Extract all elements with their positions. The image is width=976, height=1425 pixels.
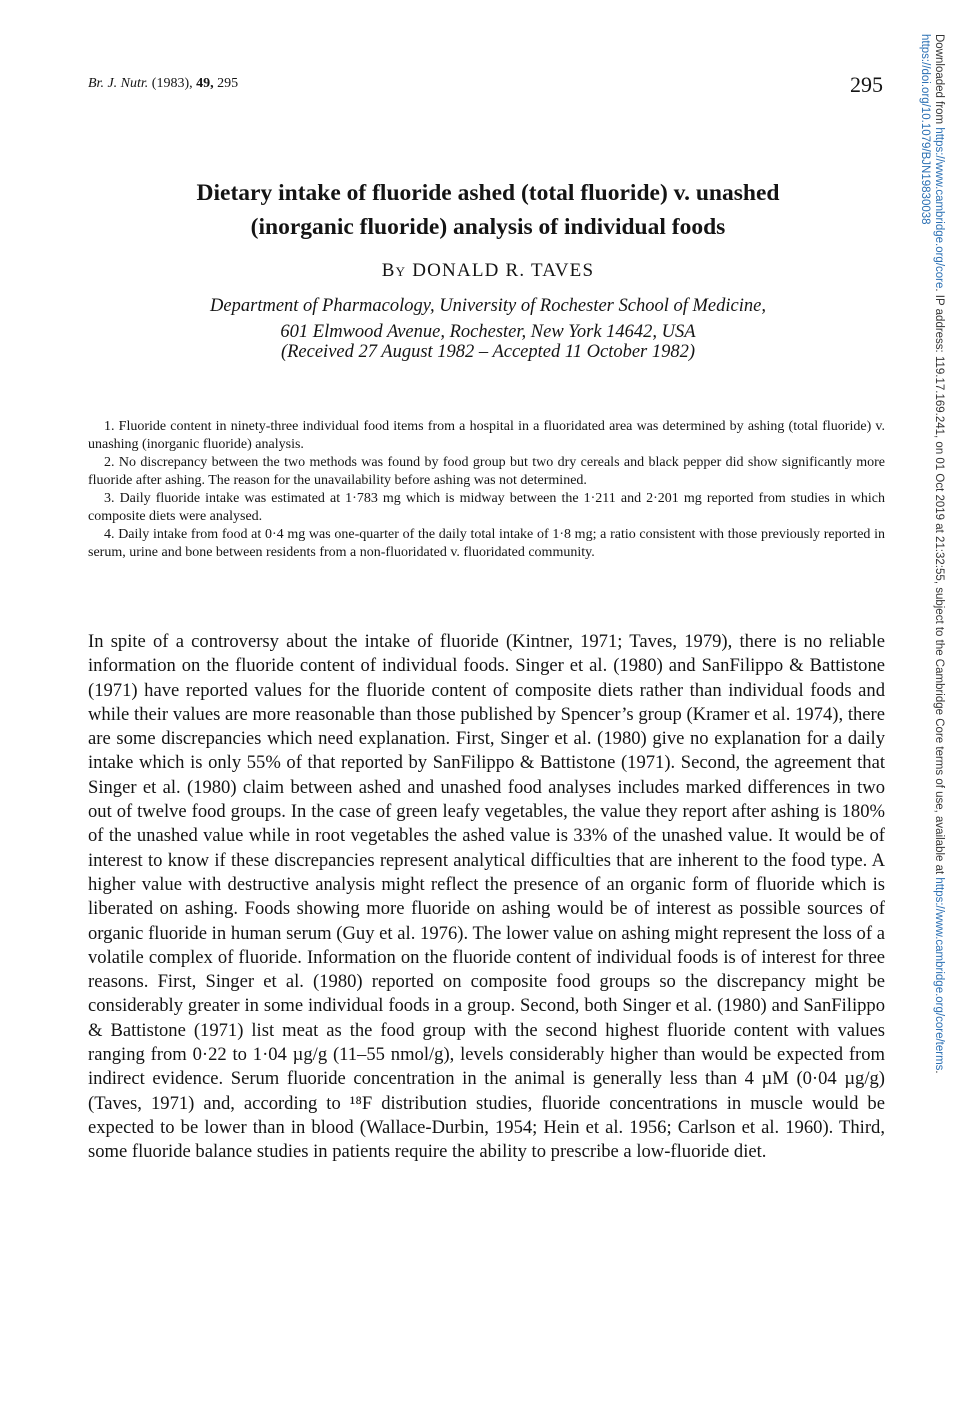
download-details: . IP address: 119.17.169.241, on 01 Oct 2019 at 21:32:55, subject to the Cambridge Core terms of use, available at [933,288,945,878]
byline-prefix: By [381,260,407,281]
doi-link[interactable]: https://doi.org/10.1079/BJN19830038 [919,34,931,225]
journal-name: Br. J. Nutr. [88,76,149,91]
article-title-line-1: Dietary intake of fluoride ashed (total fluoride) v. unashed [196,180,780,206]
download-notice-line [932,34,946,1274]
summary-point: 4. Daily intake from food at 0·4 mg was one-quarter of the daily total intake of 1·8 mg; a ratio consistent with those previously reported in serum, urine and bone between residents from a non-fluoridated v. fluoridated community. [88,527,885,560]
summary-point: 2. No discrepancy between the two methods was found by food group but two dry cereals and black pepper did show significantly more fluoride after ashing. The reason for the unavailability before ashing was not determined. [88,455,885,488]
download-notice [918,34,946,1274]
affiliation-line-1: Department of Pharmacology, University of Rochester School of Medicine, [210,296,766,316]
journal-volume: 49, [196,76,214,91]
journal-year: (1983), [151,76,193,91]
summary-point: 3. Daily fluoride intake was estimated at 1·783 mg which is midway between the 1·211 and 2·201 mg reported from studies in which composite diets were analysed. [88,491,885,524]
author-name: DONALD R. TAVES [412,260,595,281]
affiliation-line-2: 601 Elmwood Avenue, Rochester, New York 14642, USA [280,322,696,342]
journal-start-page: 295 [217,76,239,91]
cambridge-core-link[interactable]: https://www.cambridge.org/core [933,127,945,289]
summary [88,418,885,562]
introduction [88,630,885,1165]
article-title-line-2: (inorganic fluoride) analysis of individual foods [250,214,726,240]
introduction-paragraph: In spite of a controversy about the intake of fluoride (Kintner, 1971; Taves, 1979), there is no reliable information on the fluoride content of individual foods. Singer et al. (1980) and SanFilippo & Battistone (1971) have reported values for the fluoride content of composite diets rather than individual foods and while their values are more reasonable than those published by Spencer’s group (Kramer et al. 1974), there are some discrepancies which need explanation. First, Singer et al. (1980) give no explanation for a daily intake which is only 55% of that reported by SanFilippo & Battistone (1971). Second, the agreement that Singer et al. (1980) claim between ashed and unashed food analyses includes marked differences in two out of twelve food groups. In the case of green leafy vegetables, the value they report after ashing is 180% of the unashed value while in root vegetables the ashed value is 33% of the unashed value. It would be of interest to know if these discrepancies represent analytical difficulties that are inherent to the food type. A higher value with destructive analysis might reflect the presence of an organic form of fluoride which is liberated on ashing. Foods showing more fluoride on ashing would be of interest as possible sources of organic fluoride in human serum (Guy et al. 1976). The lower value on ashing might represent the loss of a volatile complex of fluoride. Information on the fluoride content of individual foods is of interest for three reasons. First, Singer et al. (1980) reported on composite food groups so the discrepancy might be considerably greater in some individual foods in a group. Second, both Singer et al. (1980) and SanFilippo & Battistone (1971) list meat as the food group with the second highest fluoride content with values ranging from 0·22 to 1·04 µg/g (11–55 nmol/g), levels considerably higher than would be expected from indirect evidence. Serum fluoride concentration in the animal is generally less than 4 µM (0·04 µg/g) (Taves, 1971) and, according to ¹⁸F distribution studies, fluoride concentrations in muscle would be expected to be lower than in blood (Wallace-Durbin, 1954; Hein et al. 1956; Carlson et al. 1960). Third, some fluoride balance studies in patients require the ability to prescribe a low-fluoride diet. [88,631,885,1163]
terms-link[interactable]: https://www.cambridge.org/core/terms [933,877,945,1071]
summary-point: 1. Fluoride content in ninety-three individual food items from a hospital in a fluoridated area was determined by ashing (total fluoride) v. unashing (inorganic fluoride) analysis. [88,419,885,452]
article-title [110,176,866,244]
received-dates: (Received 27 August 1982 – Accepted 11 October 1982) [280,342,696,362]
byline [110,260,866,282]
download-end: . [933,1070,945,1074]
download-prefix: Downloaded from [933,34,945,128]
journal-citation [88,76,238,92]
page-number: 295 [850,72,883,97]
affiliation [110,293,866,345]
